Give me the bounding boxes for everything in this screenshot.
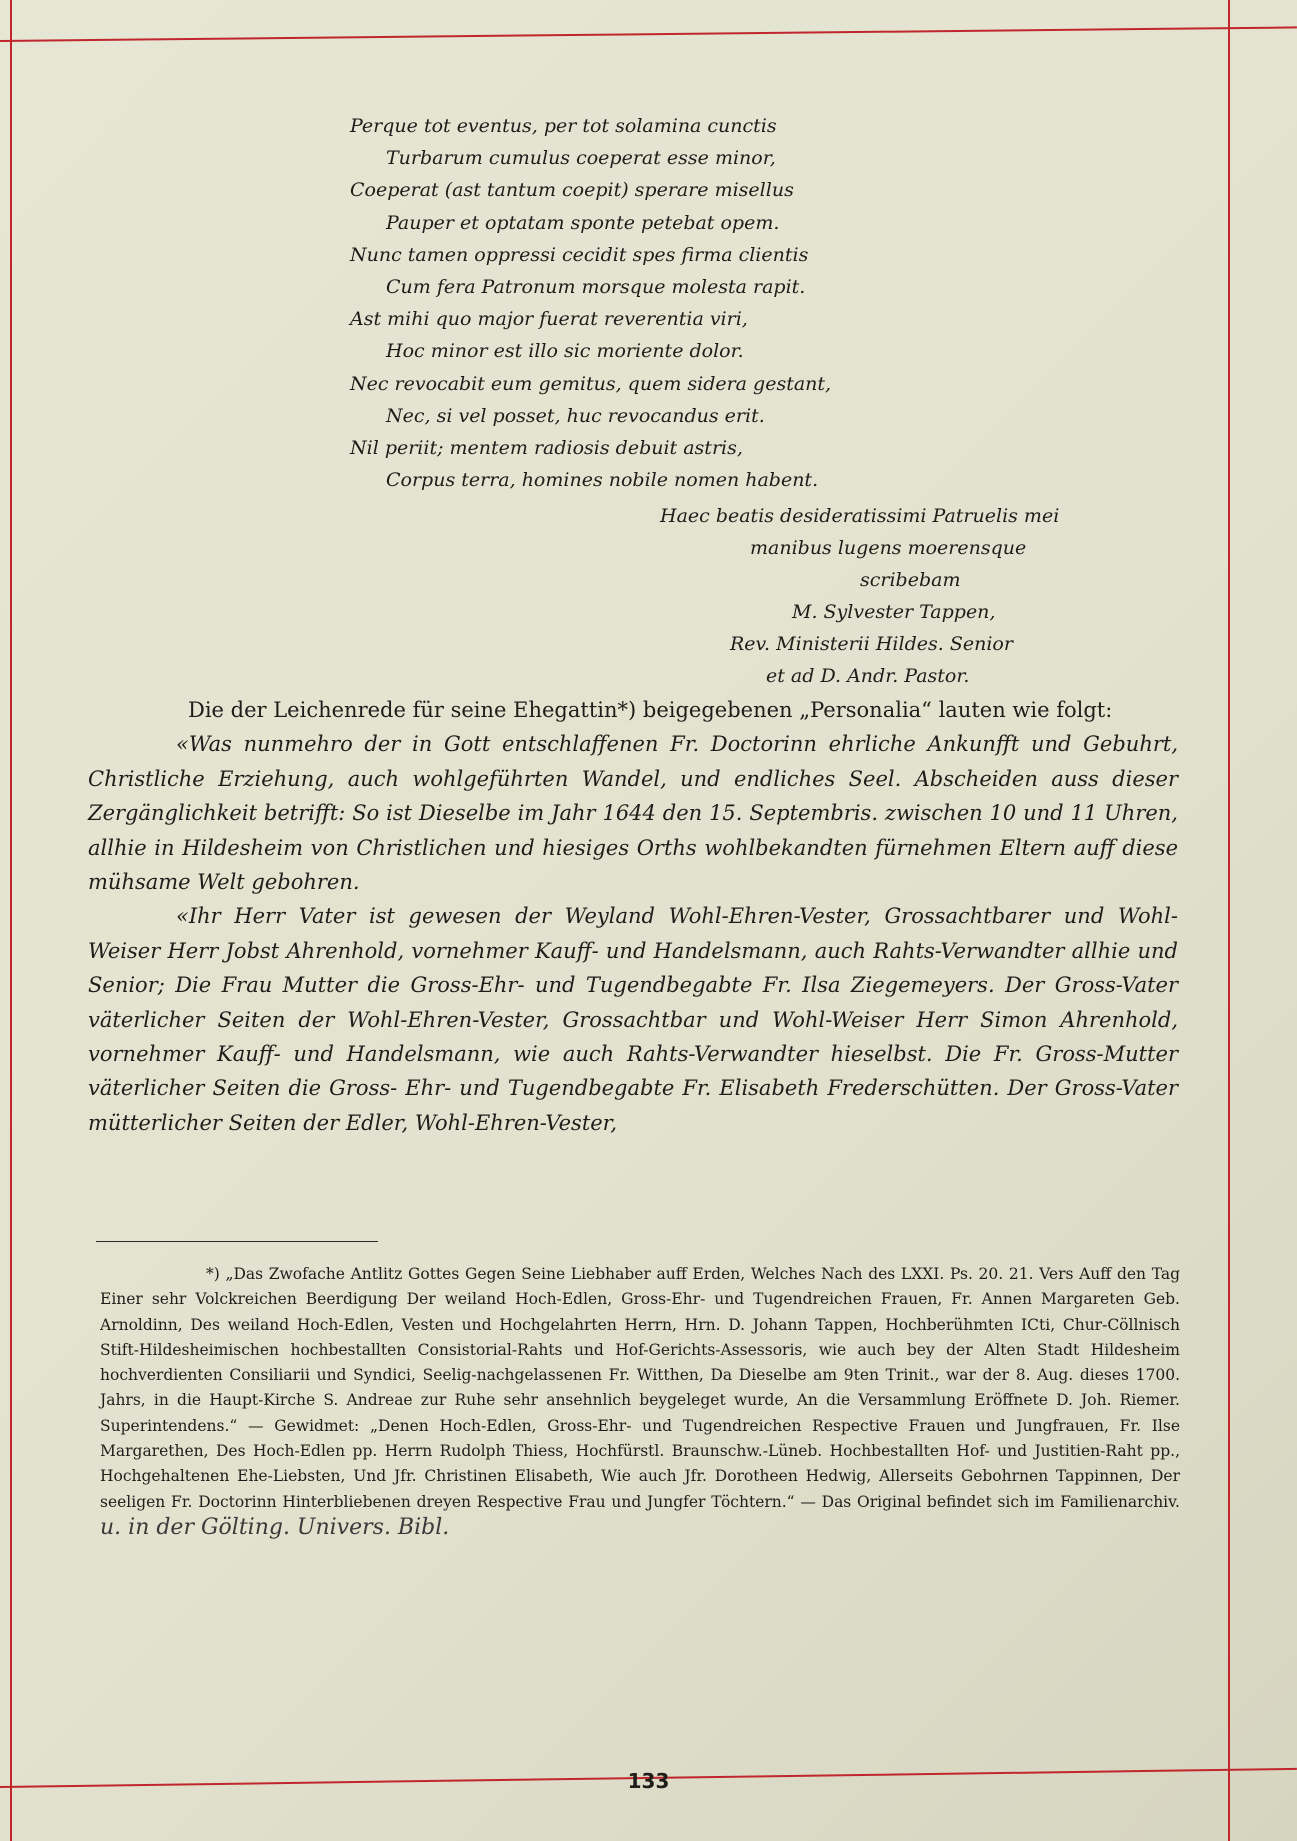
poem-line: Nec revocabit eum gemitus, quem sidera gestant, [350,372,832,395]
poem-line: Turbarum cumulus coeperat esse minor, [386,147,776,170]
poem-line: Pauper et optatam sponte petebat opem. [386,211,780,234]
signature-line: M. Sylvester Tappen, [792,601,996,623]
signature-line: Rev. Ministerii Hildes. Senior [730,633,1013,655]
poem-line: Nil periit; mentem radiosis debuit astris, [350,437,743,460]
latin-poem [350,110,1070,496]
footnote-text: *) „Das Zwofache Antlitz Gottes Gegen Seine Liebhaber auff Erden, Welches Nach des LXXI. Ps. 20. 21. Vers Auff den Tag Einer sehr Volckreichen Beerdigung Der weiland Hoch-Edlen, Gross-Ehr- und Tugendreichen Frauen, Fr. Annen Margareten Geb. Arnoldinn, Des weiland Hoch-Edlen, Vesten und Hochgelahrten Herrn, Hrn. D. Johann Tappen, Hochberühmten ICti, Chur-Cöllnisch Stift-Hildesheimischen hochbestallten Consistorial-Rahts und Hof-Gerichts-Assessoris, wie auch bey der Alten Stadt Hildesheim hochverdienten Consiliarii und Syndici, Seelig-nachgelassenen Fr. Witthen, Da Dieselbe am 9ten Trinit., war der 8. Aug. dieses 1700. Jahrs, in die Haupt-Kirche S. Andreae zur Ruhe sehr ansehnlich beygeleget wurde, An die Versammlung Eröffnete D. Joh. Riemer. Superintendens.“ — Gewidmet: „Denen Hoch-Edlen, Gross-Ehr- und Tugendreichen Respective Frauen und Jungfrauen, Fr. Ilse Margarethen, Des Hoch-Edlen pp. Herrn Rudolph Thiess, Hochfürstl. Braunschw.-Lüneb. Hochbestallten Hof- und Justitien-Raht pp., Hochgehaltenen Ehe-Liebsten, Und Jfr. Christinen Elisabeth, Wie auch Jfr. Dorotheen Hedwig, Allerseits Gebohrnen Tappinnen, Der seeligen Fr. Doctorinn Hinterbliebenen dreyen Respective Frau und Jungfer Töchtern.“ — Das Original befindet sich im Familienarchiv. [100,1265,1180,1511]
right-border-rule [1228,0,1230,1841]
page-number: 133 [627,1769,670,1793]
top-border-rule [0,26,1297,42]
poem-line: Hoc minor est illo sic moriente dolor. [386,340,744,363]
personalia-paragraph-2: «Ihr Herr Vater ist gewesen der Weyland Wohl-Ehren-Vester, Grossachtbarer und Wohl-Weiser Herr Jobst Ahrenhold, vornehmer Kauff- und Handelsmann, auch Rahts-Verwandter allhie und Senior; Die Frau Mutter die Gross-Ehr- und Tugendbegabte Fr. Ilsa Ziegemeyers. Der Gross-Vater väterlicher Seiten der Wohl-Ehren-Vester, Grossachtbar und Wohl-Weiser Herr Simon Ahrenhold, vornehmer Kauff- und Handelsmann, wie auch Rahts-Verwandter hieselbst. Die Fr. Gross-Mutter väterlicher Seiten die Gross- Ehr- und Tugendbegabte Fr. Elisabeth Frederschütten. Der Gross-Vater mütterlicher Seiten der Edler, Wohl-Ehren-Vester, [88,904,1178,1135]
signature-line: manibus lugens moerensque [750,537,1027,559]
intro-paragraph: Die der Leichenrede für seine Ehegattin*) beigegebenen „Personalia“ lauten wie folgt: [188,698,1113,722]
footnote-separator [96,1241,378,1242]
poem-line: Coeperat (ast tantum coepit) sperare misellus [350,179,794,202]
signature-line: Haec beatis desideratissimi Patruelis mei [660,505,1060,527]
main-text [88,693,1178,1140]
footnote-block [100,1262,1180,1542]
poem-line: Ast mihi quo major fuerat reverentia viri, [350,308,748,331]
poem-line: Cum fera Patronum morsque molesta rapit. [386,276,806,299]
left-border-rule [10,0,12,1841]
poem-line: Nec, si vel posset, huc revocandus erit. [386,404,765,427]
signature-line: et ad D. Andr. Pastor. [766,665,970,687]
signature-block [560,500,1160,692]
signature-line: scribebam [860,569,961,591]
poem-line: Perque tot eventus, per tot solamina cunctis [350,115,777,137]
poem-line: Corpus terra, homines nobile nomen habent. [386,469,819,492]
personalia-paragraph-1: «Was nunmehro der in Gott entschlaffenen Fr. Doctorinn ehrliche Ankunfft und Gebuhrt, Christliche Erziehung, auch wohlgeführten Wandel, und endliches Seel. Abscheiden auss dieser Zergänglichkeit betrifft: So ist Dieselbe im Jahr 1644 den 15. Septembris. zwischen 10 und 11 Uhren, allhie in Hildesheim von Christlichen und hiesiges Orths wohlbekandten fürnehmen Eltern auff diese mühsame Welt gebohren. [88,732,1178,895]
poem-line: Nunc tamen oppressi cecidit spes firma clientis [350,243,809,266]
handwritten-annotation: u. in der Gölting. Univers. Bibl. [100,1514,450,1540]
